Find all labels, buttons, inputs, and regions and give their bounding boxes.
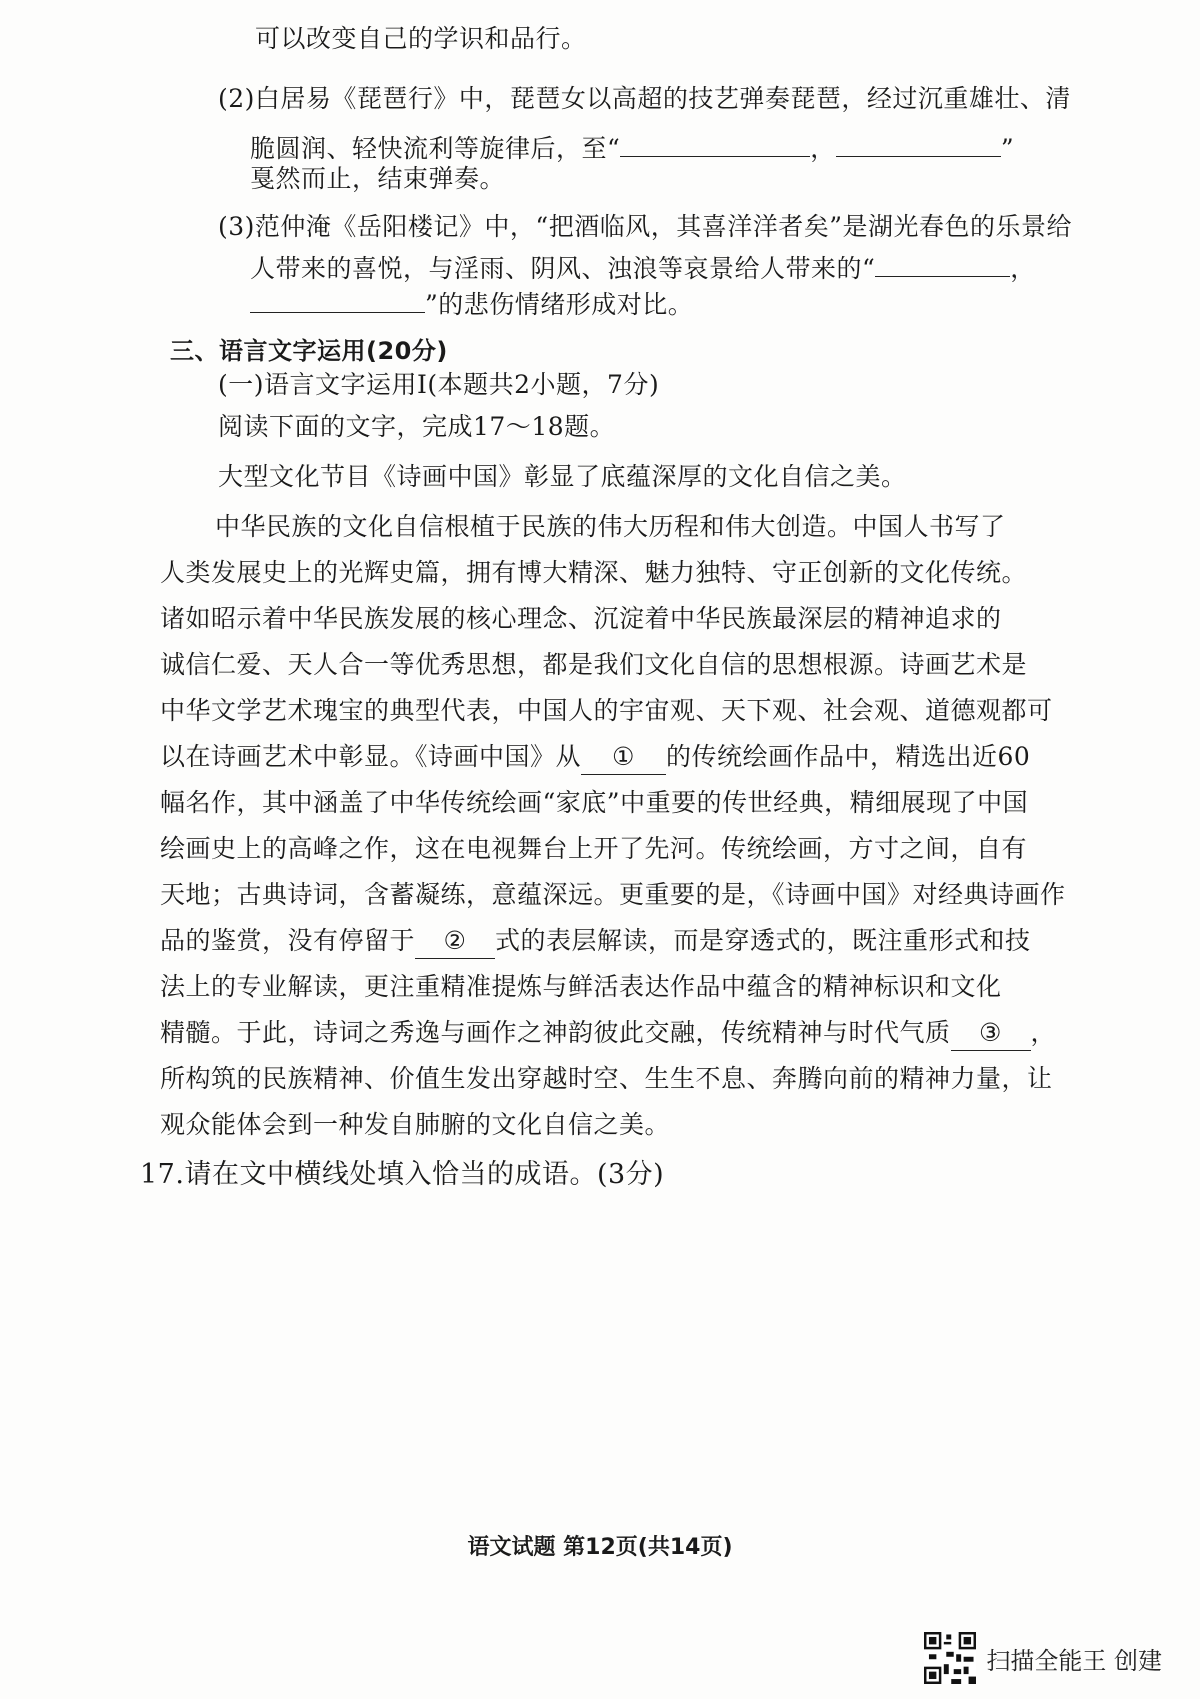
blank-marker-3[interactable]: ③ <box>951 1016 1031 1051</box>
instruction-text: 阅读下面的文字，完成17～18题。 <box>218 412 616 441</box>
passage-line-11: 法上的专业解读，更注重精准提炼与鲜活表达作品中蕴含的精神标识和文化 <box>160 972 1002 1001</box>
passage-line-7: 幅名作，其中涵盖了中华传统绘画“家底”中重要的传世经典，精细展现了中国 <box>160 788 1029 817</box>
passage-line-2: 人类发展史上的光辉史篇，拥有博大精深、魅力独特、守正创新的文化传统。 <box>160 558 1028 587</box>
passage-line-12-comma: ， <box>1030 1018 1057 1047</box>
passage-line-10-text: 品的鉴赏，没有停留于 <box>160 926 416 955</box>
passage-line-10-rest: 式的表层解读，而是穿透式的，既注重形式和技 <box>495 926 1031 955</box>
page-footer: 语文试题 第12页(共14页) <box>467 1535 733 1560</box>
passage-line-12 <box>160 1016 1056 1051</box>
poem-line-6-comma: ， <box>1010 254 1036 283</box>
poem-line-2: (2)白居易《琵琶行》中，琵琶女以高超的技艺弹奏琵琶，经过沉重雄壮、清 <box>218 84 1071 113</box>
passage-line-6-text: 以在诗画艺术中彰显。《诗画中国》从 <box>160 742 582 771</box>
passage-line-5: 中华文学艺术瑰宝的典型代表，中国人的宇宙观、天下观、社会观、道德观都可 <box>160 696 1053 725</box>
passage-line-10 <box>160 924 1031 959</box>
passage-line-14: 观众能体会到一种发自肺腑的文化自信之美。 <box>160 1110 671 1139</box>
poem-line-3-quote: ” <box>1000 134 1015 163</box>
poem-line-6-text: 人带来的喜悦，与淫雨、阴风、浊浪等哀景给人带来的“ <box>250 254 876 283</box>
passage-line-6-rest: 的传统绘画作品中，精选出近60 <box>666 742 1031 771</box>
poem-line-3 <box>250 132 1014 166</box>
poem-line-1: 可以改变自己的学识和品行。 <box>255 24 587 53</box>
passage-line-9: 天地；古典诗词，含蓄凝练，意蕴深远。更重要的是，《诗画中国》对经典诗画作 <box>160 880 1066 909</box>
section-3-title: 三、语言文字运用(20分) <box>170 337 448 365</box>
answer-blank-3[interactable] <box>875 252 1010 277</box>
subsection-title: (一)语言文字运用Ⅰ(本题共2小题，7分) <box>218 370 660 399</box>
poem-line-3-comma: ， <box>810 134 836 163</box>
blank-marker-1[interactable]: ① <box>581 740 666 775</box>
blank-marker-2[interactable]: ② <box>415 924 495 959</box>
answer-blank-2[interactable] <box>836 132 1001 157</box>
scanner-watermark <box>924 1632 1162 1684</box>
passage-line-3: 诸如昭示着中华民族发展的核心理念、沉淀着中华民族最深层的精神追求的 <box>160 604 1002 633</box>
watermark-text: 扫描全能王 创建 <box>986 1646 1162 1675</box>
passage-line-1: 中华民族的文化自信根植于民族的伟大历程和伟大创造。中国人书写了 <box>215 512 1006 541</box>
poem-line-7-text: ”的悲伤情绪形成对比。 <box>425 290 694 319</box>
poem-line-3-text: 脆圆润、轻快流利等旋律后，至“ <box>250 134 621 163</box>
qr-code-icon <box>924 1632 976 1684</box>
poem-line-4: 戛然而止，结束弹奏。 <box>250 164 506 193</box>
question-17: 17.请在文中横线处填入恰当的成语。(3分) <box>140 1159 665 1190</box>
passage-line-8: 绘画史上的高峰之作，这在电视舞台上开了先河。传统绘画，方寸之间，自有 <box>160 834 1028 863</box>
passage-line-6 <box>160 740 1030 775</box>
passage-line-12-text: 精髓。于此，诗词之秀逸与画作之神韵彼此交融，传统精神与时代气质 <box>160 1018 951 1047</box>
passage-headline: 大型文化节目《诗画中国》彰显了底蕴深厚的文化自信之美。 <box>218 462 907 491</box>
passage-line-13: 所构筑的民族精神、价值生发出穿越时空、生生不息、奔腾向前的精神力量，让 <box>160 1064 1053 1093</box>
poem-line-6 <box>250 252 1036 286</box>
poem-line-5: (3)范仲淹《岳阳楼记》中，“把酒临风，其喜洋洋者矣”是湖光春色的乐景给 <box>218 212 1072 241</box>
passage-line-4: 诚信仁爱、天人合一等优秀思想，都是我们文化自信的思想根源。诗画艺术是 <box>160 650 1028 679</box>
poem-line-7 <box>250 288 693 322</box>
answer-blank-4[interactable] <box>250 288 425 313</box>
answer-blank-1[interactable] <box>620 132 810 157</box>
